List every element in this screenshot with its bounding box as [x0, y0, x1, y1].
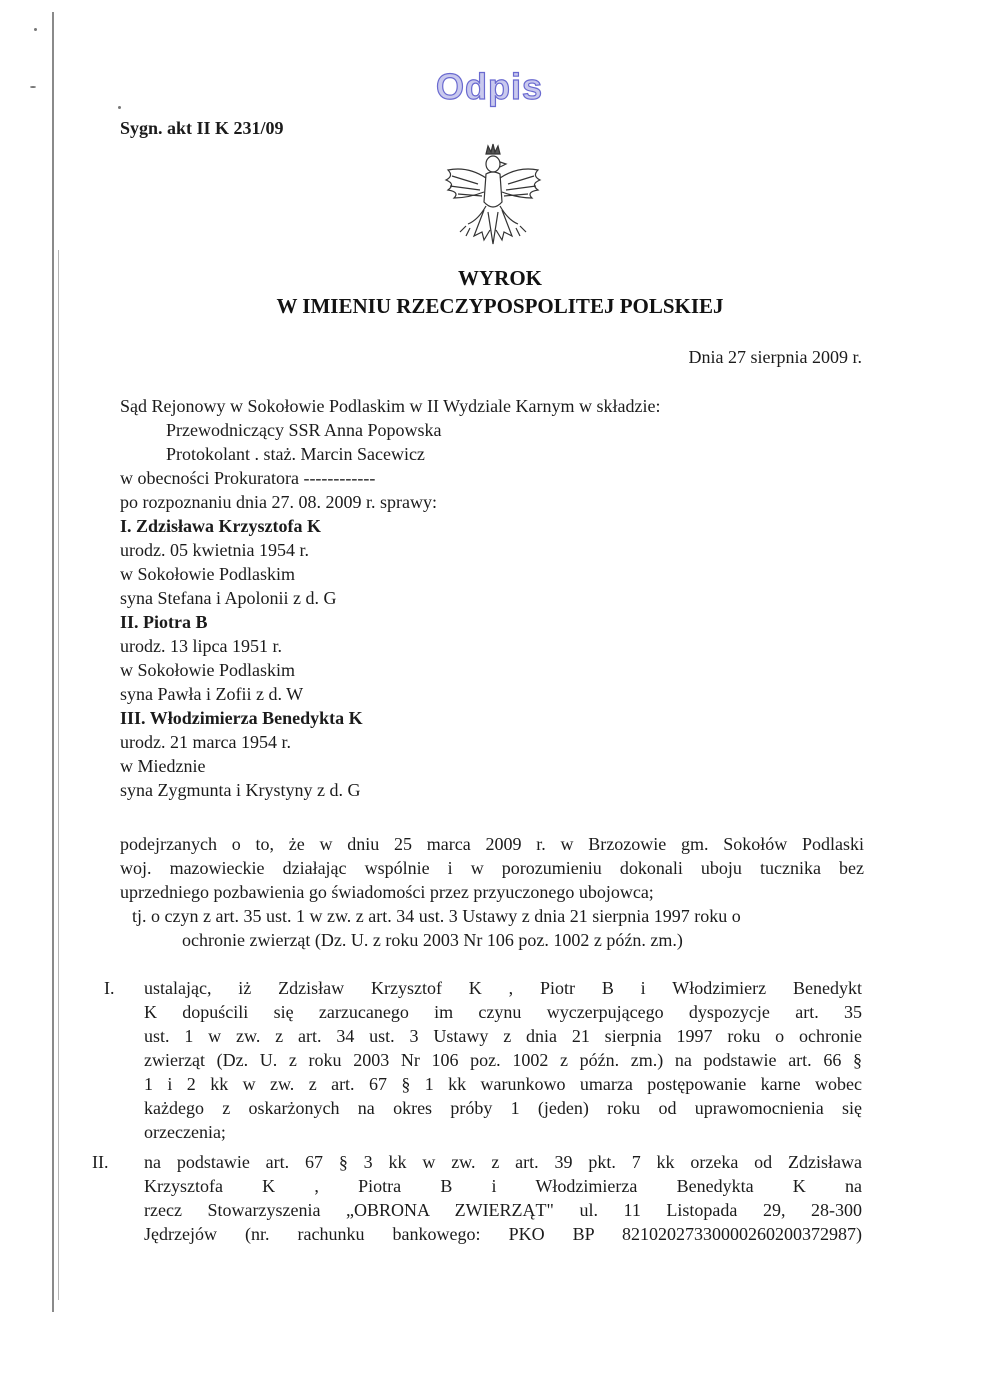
- charge-line: uprzedniego pozbawienia go świadomości przez przyuczonego ubojowca;: [120, 882, 654, 902]
- scan-speck: [118, 106, 121, 109]
- ruling-line: każdego z oskarżonych na okres próby 1 (jeden) roku od uprawomocnienia się: [144, 1098, 862, 1118]
- judgment-title: WYROK: [458, 266, 542, 290]
- charge-line: woj. mazowieckie działając wspólnie i w porozumieniu dokonali uboju tucznika bez: [120, 858, 864, 878]
- ruling-numeral: I.: [104, 978, 115, 998]
- defendant-name: III. Włodzimierza Benedykta K: [120, 708, 363, 728]
- scan-margin-line: [52, 12, 54, 1312]
- charge-legal-basis: ochronie zwierząt (Dz. U. z roku 2003 Nr 106 poz. 1002 z późn. zm.): [182, 930, 683, 950]
- ruling-line: 1 i 2 kk w zw. z art. 67 § 1 kk warunkowo umarza postępowanie karne wobec: [144, 1074, 862, 1094]
- defendant-birth-place: w Sokołowie Podlaskim: [120, 564, 296, 584]
- defendant-parents: syna Stefana i Apolonii z d. G: [120, 588, 337, 608]
- defendant-name: I. Zdzisława Krzysztofa K: [120, 516, 321, 536]
- ruling-line: zwierząt (Dz. U. z roku 2003 Nr 106 poz. 1002 z późn. zm.) na podstawie art. 66 §: [144, 1050, 862, 1070]
- ruling-line: K dopuścili się zarzucanego im czynu wyczerpującego dyspozycje art. 35: [144, 1002, 862, 1022]
- presiding-judge: Przewodniczący SSR Anna Popowska: [166, 420, 442, 440]
- defendant-birth-date: urodz. 13 lipca 1951 r.: [120, 636, 282, 656]
- charge-legal-basis: tj. o czyn z art. 35 ust. 1 w zw. z art. 34 ust. 3 Ustawy z dnia 21 sierpnia 1997 roku o: [132, 906, 741, 926]
- ruling-line: rzecz Stowarzyszenia „OBRONA ZWIERZĄT" ul. 11 Listopada 29, 28-300: [144, 1200, 862, 1220]
- defendant-birth-date: urodz. 21 marca 1954 r.: [120, 732, 291, 752]
- case-signature: Sygn. akt II K 231/09: [120, 118, 284, 138]
- ruling-line: ust. 1 w zw. z art. 34 ust. 3 Ustawy z dnia 21 sierpnia 1997 roku o ochronie: [144, 1026, 862, 1046]
- court-composition: Sąd Rejonowy w Sokołowie Podlaskim w II Wydziale Karnym w składzie:: [120, 396, 661, 416]
- charge-line: podejrzanych o to, że w dniu 25 marca 2009 r. w Brzozowie gm. Sokołów Podlaski: [120, 834, 864, 854]
- ruling-numeral: II.: [92, 1152, 109, 1172]
- polish-eagle-emblem: [438, 140, 548, 252]
- defendant-birth-date: urodz. 05 kwietnia 1954 r.: [120, 540, 309, 560]
- defendant-name: II. Piotra B: [120, 612, 208, 632]
- hearing-date: po rozpoznaniu dnia 27. 08. 2009 r. sprawy:: [120, 492, 437, 512]
- defendant-parents: syna Pawła i Zofii z d. W: [120, 684, 304, 704]
- defendant-birth-place: w Sokołowie Podlaskim: [120, 660, 296, 680]
- copy-stamp: Odpis: [436, 66, 544, 107]
- ruling-line: na podstawie art. 67 § 3 kk w zw. z art. 39 pkt. 7 kk orzeka od Zdzisława: [144, 1152, 862, 1172]
- ruling-line: Krzysztofa K , Piotra B i Włodzimierza Benedykta K na: [144, 1176, 862, 1196]
- defendant-parents: syna Zygmunta i Krystyny z d. G: [120, 780, 361, 800]
- judgment-subtitle: W IMIENIU RZECZYPOSPOLITEJ POLSKIEJ: [276, 294, 724, 318]
- scan-margin-line-faint: [58, 250, 59, 1300]
- prosecutor-presence: w obecności Prokuratora ------------: [120, 468, 376, 488]
- scan-speck: [30, 86, 36, 88]
- ruling-line: ustalając, iż Zdzisław Krzysztof K , Piotr B i Włodzimierz Benedykt: [144, 978, 862, 998]
- judgment-date: Dnia 27 sierpnia 2009 r.: [688, 347, 862, 367]
- ruling-line: orzeczenia;: [144, 1122, 226, 1142]
- ruling-line: Jędrzejów (nr. rachunku bankowego: PKO BP 82102027330000260200372987): [144, 1224, 862, 1244]
- scan-speck: [34, 28, 37, 31]
- court-clerk: Protokolant . staż. Marcin Sacewicz: [166, 444, 425, 464]
- defendant-birth-place: w Miedznie: [120, 756, 206, 776]
